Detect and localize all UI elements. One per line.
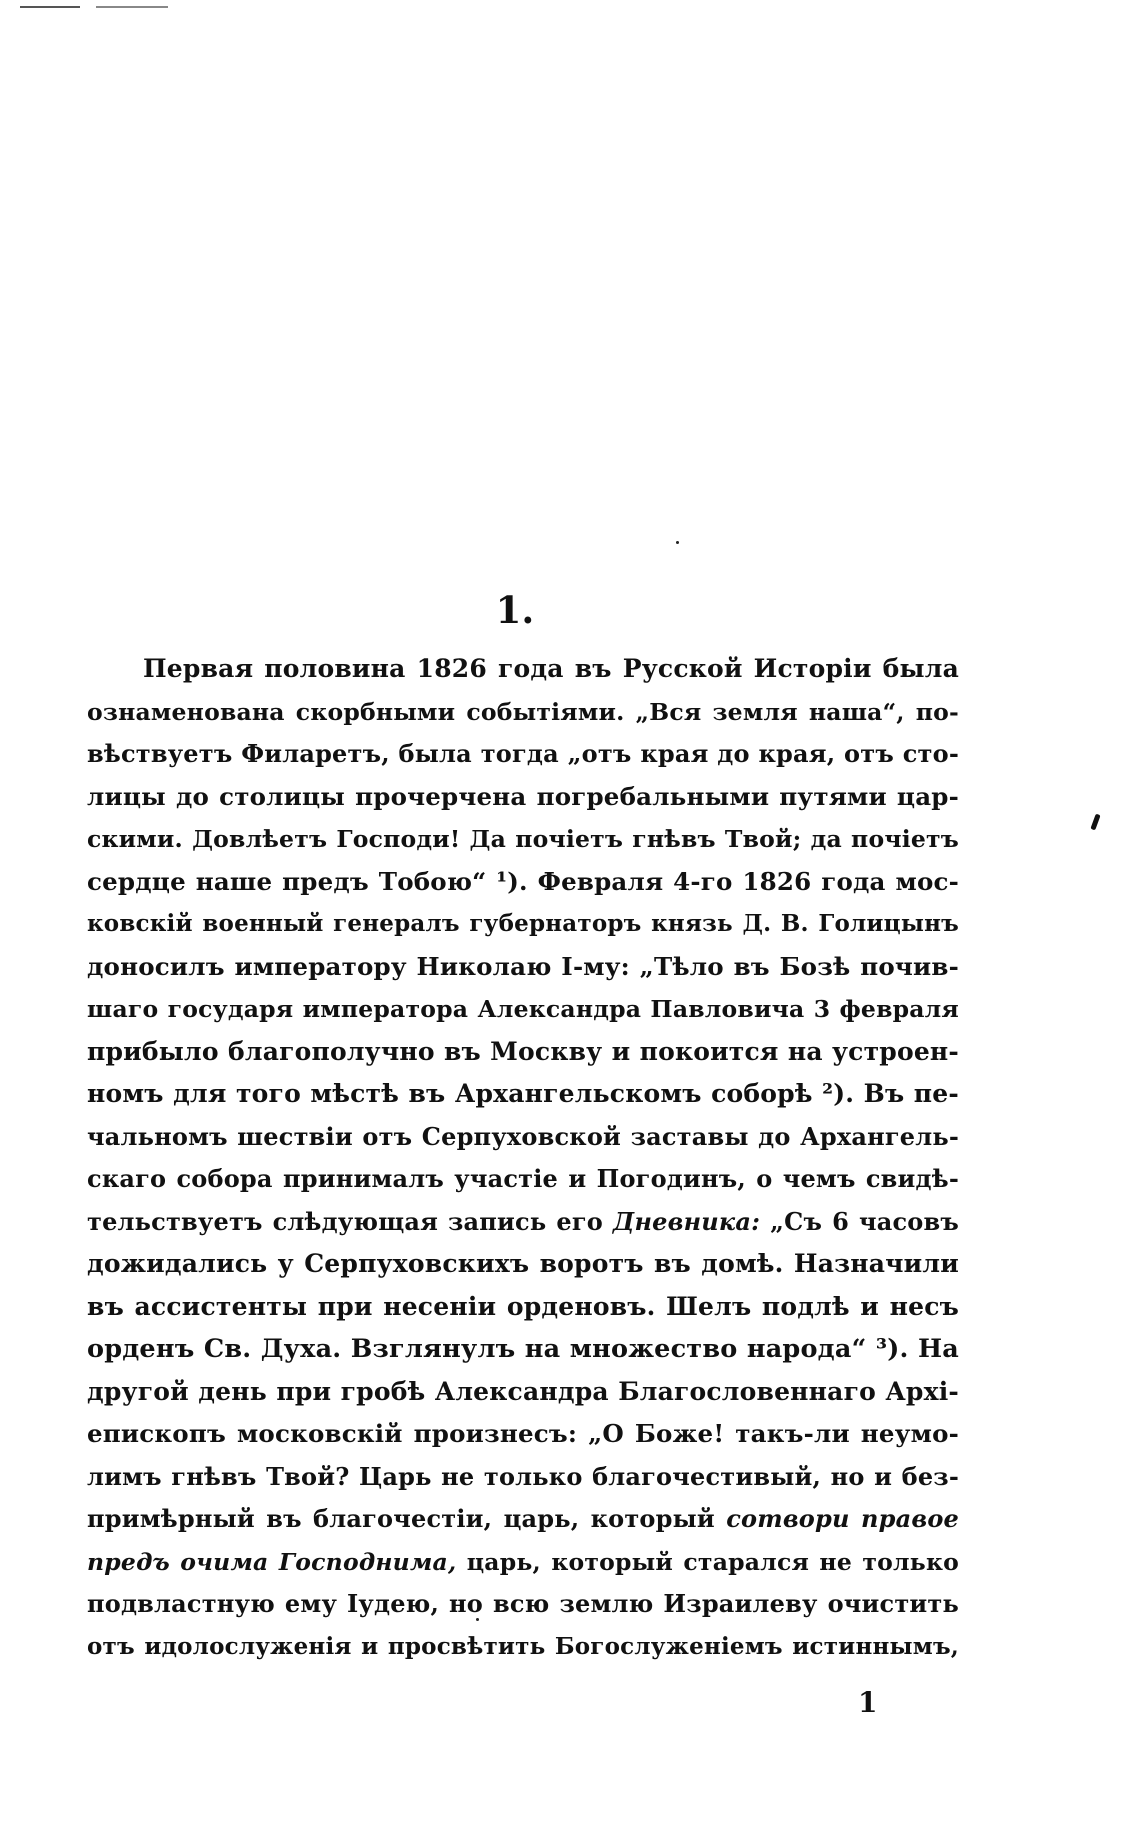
text-line: епископъ московскій произнесъ: „О Боже! такъ-ли неумо- — [87, 1419, 959, 1448]
text-segment: примѣрный въ благочестіи, царь, который — [87, 1504, 715, 1533]
text-line: скаго собора принималъ участіе и Погодинъ, о чемъ свидѣ- — [87, 1164, 959, 1193]
text-line: лимъ гнѣвъ Твой? Царь не только благочестивый, но и без- — [87, 1461, 959, 1491]
text-line: прибыло благополучно въ Москву и покоится на устроен- — [87, 1036, 959, 1066]
text-line — [87, 1541, 959, 1584]
scan-speck — [676, 541, 679, 544]
text-line: въ ассистенты при несеніи орденовъ. Шелъ подлѣ и несъ — [87, 1291, 959, 1321]
text-segment: царь, который старался не только — [466, 1547, 959, 1576]
text-line: ковскій военный генералъ губернаторъ князь Д. В. Голицынъ — [87, 910, 959, 937]
text-segment: тельствуетъ слѣдующая запись его — [87, 1206, 603, 1236]
text-line: Первая половина 1826 года въ Русской Исторіи была — [143, 654, 959, 683]
margin-pen-mark — [1090, 814, 1100, 831]
text-line: отъ идолослуженія и просвѣтить Богослуженіемъ истиннымъ, — [87, 1632, 959, 1660]
text-line: чальномъ шествіи отъ Серпуховской заставы до Архангель- — [87, 1121, 959, 1151]
chapter-number: 1. — [495, 588, 535, 632]
text-line: вѣствуетъ Филаретъ, была тогда „отъ края до края, отъ сто- — [87, 739, 959, 768]
text-line: подвластную ему Іудею, но всю землю Израилеву очистить — [87, 1589, 959, 1618]
scan-edge-mark — [96, 6, 168, 8]
text-line: сердце наше предъ Тобою“ ¹). Февраля 4-го 1826 года мос- — [87, 866, 959, 896]
text-line: скими. Довлѣетъ Господи! Да почіетъ гнѣвъ Твой; да почіетъ — [87, 825, 959, 853]
text-line: доносилъ императору Николаю І-му: „Тѣло въ Бозѣ почив- — [87, 951, 959, 981]
italic-title-diary: Дневника: — [612, 1206, 761, 1236]
text-line: орденъ Св. Духа. Взглянулъ на множество народа“ ³). На — [87, 1334, 959, 1364]
italic-quotation: сотвори правое — [726, 1504, 959, 1533]
italic-quotation: предъ очима Господнима, — [87, 1547, 457, 1576]
page-number: 1 — [858, 1686, 878, 1719]
body-text — [87, 648, 959, 1668]
text-line: номъ для того мѣстѣ въ Архангельскомъ соборѣ ²). Въ пе- — [87, 1079, 959, 1108]
text-line: дожидались у Серпуховскихъ воротъ въ домѣ. Назначили — [87, 1249, 959, 1278]
text-line: ознаменована скорбными событіями. „Вся земля наша“, по- — [87, 697, 959, 726]
text-line: лицы до столицы прочерчена погребальными путями цар- — [87, 781, 959, 811]
text-line: другой день при гробѣ Александра Благословеннаго Архі- — [87, 1376, 959, 1406]
text-line — [87, 1498, 959, 1541]
text-segment: „Съ 6 часовъ — [770, 1206, 959, 1236]
text-line — [87, 1201, 959, 1244]
scan-edge-mark — [20, 6, 80, 8]
text-line: шаго государя императора Александра Павловича 3 февраля — [87, 995, 959, 1023]
